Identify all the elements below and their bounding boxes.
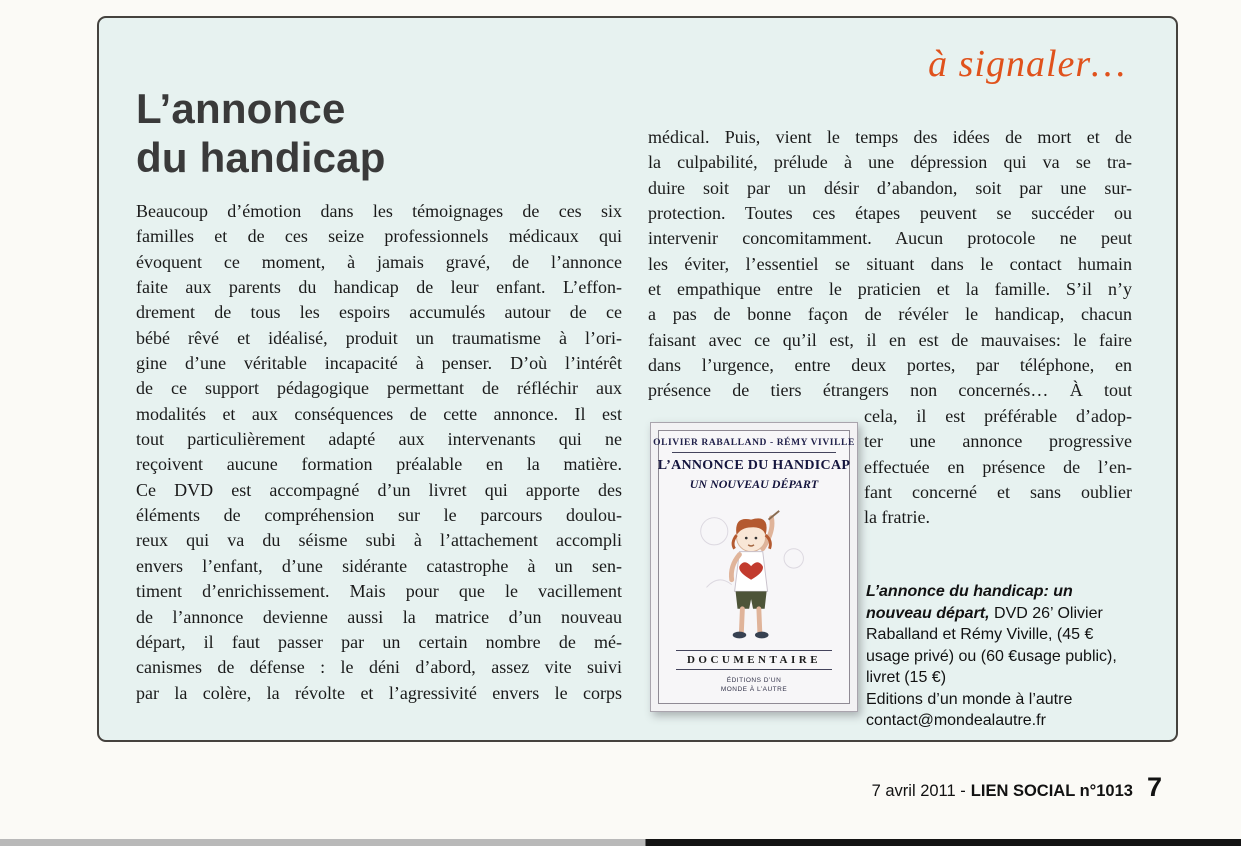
text-line: a pas de bonne façon de révéler le handicap, chacun <box>648 304 1132 325</box>
caption-body: DVD 26’ Olivier Raballand et Rémy Viville, (45 € usage privé) ou (60 €usage public), livret (15 €) <box>866 604 1117 686</box>
dvd-title: L’ANNONCE DU HANDICAP <box>657 458 851 473</box>
text-line: gine d’une véritable incapacité à penser. D’où l’intérêt <box>136 353 622 374</box>
text-line: envers l’enfant, d’une sidérante catastrophe à un sen- <box>136 555 622 576</box>
text-line: la fratrie. <box>864 507 930 528</box>
text-line: timent d’enrichissement. Mais pour que le vacillement <box>136 581 622 602</box>
text-line: médical. Puis, vient le temps des idées de mort et de <box>648 127 1132 147</box>
text-line: tout particulièrement adapté aux intervenants qui ne <box>136 429 622 450</box>
section-flag: à signaler… <box>928 43 1126 85</box>
body-column-wrapped-beside-image <box>864 404 1132 531</box>
text-line: faite aux parents du handicap de leur enfant. L’effon- <box>136 277 622 298</box>
article-panel <box>97 16 1178 742</box>
text-line: intervenir concomitamment. Aucun protocole ne peut <box>648 228 1132 249</box>
text-line: évoquent ce moment, à jamais gravé, de l’annonce <box>136 251 622 272</box>
page-footer <box>872 772 1162 803</box>
text-line: effectuée en présence de l’en- <box>864 456 1132 477</box>
text-line: dans l’urgence, entre deux portes, par téléphone, en <box>648 355 1132 376</box>
text-line: éléments de compréhension sur le parcours doulou- <box>136 505 622 526</box>
text-line: familles et de ces seize professionnels médicaux qui <box>136 226 622 247</box>
footer-page-number: 7 <box>1146 772 1162 802</box>
text-line: Beaucoup d’émotion dans les témoignages de ces six <box>136 201 622 221</box>
dvd-illustration <box>659 492 849 650</box>
caption-publisher: Editions d’un monde à l’autre <box>866 690 1073 708</box>
article-title-line-1: L’annonce <box>136 85 346 132</box>
text-line: duire soit par un désir d’abandon, soit par une sur- <box>648 177 1132 198</box>
dvd-cover <box>650 422 858 712</box>
text-line: drement de tous les espoirs accumulés autour de ce <box>136 302 622 323</box>
text-line: de l’annonce devienne aussi la matrice d’un nouveau <box>136 606 622 627</box>
scan-artifact-bottom-edge <box>0 839 1241 846</box>
text-line: et empathique entre le praticien et la famille. S’il n’y <box>648 279 1132 300</box>
text-line: modalités et aux conséquences de cette annonce. Il est <box>136 403 622 424</box>
dvd-divider-rule <box>672 452 835 453</box>
caption-contact: contact@mondealautre.fr <box>866 712 1046 729</box>
body-column-right <box>648 125 1132 404</box>
text-line: de ce support pédagogique permettant de réfléchir aux <box>136 378 622 399</box>
dvd-caption <box>866 581 1138 732</box>
footer-journal-title: LIEN SOCIAL n°1013 <box>970 782 1133 800</box>
footer-date: 7 avril 2011 - <box>871 782 966 800</box>
article-title <box>136 84 386 182</box>
dvd-banner: DOCUMENTAIRE <box>676 650 832 670</box>
text-line: fant concerné et sans oublier <box>864 482 1132 503</box>
text-line: par la colère, la révolte et l’agressivité envers le corps <box>136 682 622 703</box>
text-line: la culpabilité, prélude à une dépression qui va se tra- <box>648 152 1132 173</box>
text-line: départ, il faut passer par un certain nombre de mé- <box>136 631 622 652</box>
caption-title: L’annonce du handicap: un nouveau départ, <box>866 583 1073 622</box>
text-line: les éviter, l’essentiel se situant dans le contact humain <box>648 253 1132 274</box>
text-line: bébé rêvé et idéalisé, produit un traumatisme à l’ori- <box>136 327 622 348</box>
dvd-publisher-logo: ÉDITIONS D’UN MONDE À L’AUTRE <box>720 677 788 694</box>
text-line: cela, il est préférable d’adop- <box>864 406 1132 426</box>
text-line: protection. Toutes ces étapes peuvent se succéder ou <box>648 203 1132 224</box>
text-line: reux qui va du séisme subi à l’attachement accompli <box>136 530 622 551</box>
text-line: faisant avec ce qu’il est, il en est de mauvaises: le faire <box>648 329 1132 350</box>
dvd-authors: OLIVIER RABALLAND - RÉMY VIVILLE <box>653 438 855 448</box>
text-line: canismes de défense : le déni d’abord, assez vite suivi <box>136 657 622 678</box>
dvd-cover-inner <box>653 430 855 704</box>
text-line: reçoivent aucune formation préalable en la matière. <box>136 454 622 475</box>
body-column-left <box>136 199 622 706</box>
text-line: présence de tiers étrangers non concernés… À tout <box>648 380 1132 401</box>
dvd-subtitle: UN NOUVEAU DÉPART <box>689 477 819 491</box>
text-line: Ce DVD est accompagné d’un livret qui apporte des <box>136 479 622 500</box>
text-line: ter une annonce progressive <box>864 431 1132 452</box>
article-title-line-2: du handicap <box>136 134 386 181</box>
